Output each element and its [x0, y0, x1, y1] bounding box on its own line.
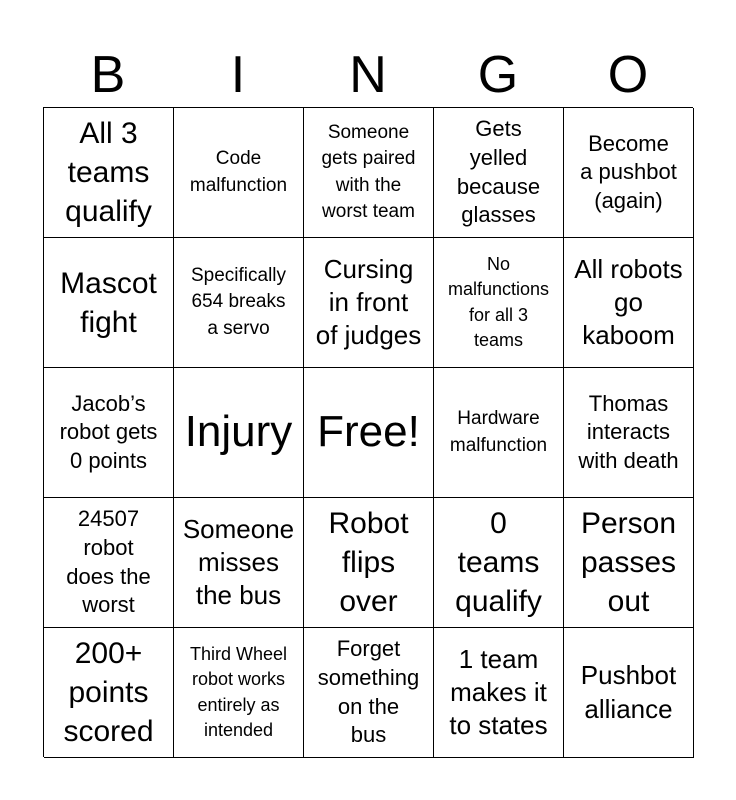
bingo-cell-2-5[interactable]: [564, 238, 694, 368]
cell-text: Cursing in front of judges: [315, 253, 422, 351]
cell-text: Robot flips over: [328, 507, 409, 618]
bingo-cell-5-1[interactable]: [44, 628, 174, 758]
cell-text: Pushbot alliance: [580, 660, 677, 724]
bingo-board: [43, 107, 693, 757]
cell-text: Become a pushbot (again): [580, 130, 677, 213]
cell-text: Forget something on the bus: [317, 636, 420, 748]
cell-text: Person passes out: [580, 507, 677, 618]
header-letter-g: G: [477, 46, 519, 104]
bingo-cell-5-2[interactable]: [174, 628, 304, 758]
cell-text: Jacob’s robot gets 0 points: [59, 390, 158, 473]
cell-text: No malfunctions for all 3 teams: [447, 254, 550, 350]
cell-text: Third Wheel robot works entirely as intended: [189, 644, 288, 740]
bingo-cell-4-1[interactable]: [44, 498, 174, 628]
cell-text: Someone misses the bus: [182, 513, 295, 611]
header-letter-o: O: [607, 46, 649, 104]
bingo-cell-1-3[interactable]: [304, 108, 434, 238]
cell-text: Free!: [317, 407, 420, 457]
cell-text: 24507 robot does the worst: [66, 506, 151, 618]
bingo-cell-1-5[interactable]: [564, 108, 694, 238]
bingo-cell-3-1[interactable]: [44, 368, 174, 498]
cell-text: Someone gets paired with the worst team: [321, 122, 416, 222]
cell-text: Code malfunction: [189, 148, 288, 196]
cell-text: All 3 teams qualify: [65, 117, 152, 228]
bingo-cell-5-4[interactable]: [434, 628, 564, 758]
bingo-cell-4-3[interactable]: [304, 498, 434, 628]
bingo-cell-4-4[interactable]: [434, 498, 564, 628]
bingo-cell-2-1[interactable]: [44, 238, 174, 368]
bingo-cell-2-3[interactable]: [304, 238, 434, 368]
bingo-cell-4-2[interactable]: [174, 498, 304, 628]
bingo-cell-3-3[interactable]: [304, 368, 434, 498]
bingo-cell-2-4[interactable]: [434, 238, 564, 368]
bingo-cell-1-2[interactable]: [174, 108, 304, 238]
cell-text: 200+ points scored: [63, 637, 154, 748]
cell-text: 0 teams qualify: [455, 507, 542, 618]
bingo-header: [43, 44, 693, 106]
cell-text: Injury: [184, 407, 293, 457]
cell-text: Gets yelled because glasses: [456, 116, 541, 228]
bingo-cell-3-5[interactable]: [564, 368, 694, 498]
cell-text: Hardware malfunction: [449, 408, 548, 456]
cell-text: Thomas interacts with death: [578, 390, 679, 473]
header-letter-b: B: [90, 46, 126, 104]
bingo-cell-5-5[interactable]: [564, 628, 694, 758]
cell-text: Specifically 654 breaks a servo: [190, 265, 287, 339]
bingo-cell-3-2[interactable]: [174, 368, 304, 498]
bingo-cell-2-2[interactable]: [174, 238, 304, 368]
header-letter-n: N: [349, 46, 387, 104]
bingo-cell-1-1[interactable]: [44, 108, 174, 238]
bingo-cell-1-4[interactable]: [434, 108, 564, 238]
cell-text: Mascot fight: [60, 266, 157, 339]
cell-text: All robots go kaboom: [574, 253, 683, 351]
bingo-cell-3-4[interactable]: [434, 368, 564, 498]
cell-text: 1 team makes it to states: [449, 643, 548, 741]
bingo-cell-4-5[interactable]: [564, 498, 694, 628]
header-letter-i: I: [230, 46, 246, 104]
bingo-cell-5-3[interactable]: [304, 628, 434, 758]
